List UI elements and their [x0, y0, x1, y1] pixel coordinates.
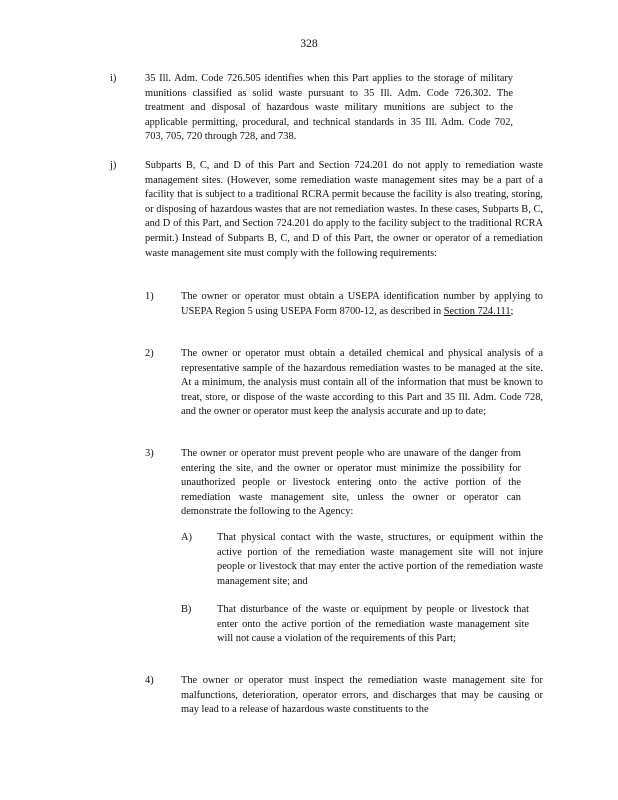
subsubitem-text-b: That disturbance of the waste or equipment by people or livestock that enter onto the active portion of the remediation waste management site will not cause a violation of the requirements of this Part;: [217, 604, 529, 645]
subitem-text-1: [181, 290, 543, 319]
subitem-text-4: The owner or operator must inspect the remediation waste management site for malfunctions, deterioration, operator errors, and discharges that may be causing or may lead to a release of hazardous waste constituents to the: [181, 675, 543, 716]
page-number: 328: [300, 38, 318, 50]
subsubitem-marker-a: A): [181, 532, 192, 543]
item-marker-j: j): [110, 160, 117, 171]
subitem-text-2: The owner or operator must obtain a detailed chemical and physical analysis of a representative sample of the hazardous remediation wastes to be managed at the site. At a minimum, the analysis must contain all of the information that must be known to treat, store, or dispose of the waste according to this Part and 35 Ill. Adm. Code 728, and the owner or operator must keep the analysis accurate and up to date;: [181, 348, 543, 418]
subsubitem-marker-b: B): [181, 604, 192, 615]
subitem-1-text-end: ;: [510, 305, 514, 317]
subitem-marker-4: 4): [145, 675, 154, 686]
subitem-marker-3: 3): [145, 448, 154, 459]
item-text-i: 35 Ill. Adm. Code 726.505 identifies when this Part applies to the storage of military munitions classified as solid waste pursuant to 35 Ill. Adm. Code 726.302. The treatment and disposal of hazardous waste military munitions are subject to the applicable permitting, procedural, and technical standards in 35 Ill. Adm. Code 702, 703, 705, 720 through 728, and 738.: [145, 73, 513, 143]
item-marker-i: i): [110, 73, 117, 84]
item-text-j: Subparts B, C, and D of this Part and Section 724.201 do not apply to remediation waste management sites. (However, some remediation waste management sites may be a part of a facility that is subject to a traditional RCRA permit because the facility is also treating, storing, or disposing of hazardous wastes that are not remediation wastes. In these cases, Subparts B, C, and D of this Part, and Section 724.201 do apply to the facility subject to the traditional RCRA permit.) Instead of Subparts B, C, and D of this Part, the owner or operator of a remediation waste management site must comply with the following requirements:: [145, 160, 543, 259]
subitem-marker-2: 2): [145, 348, 154, 359]
subitem-1-text-main: The owner or operator must obtain a USEPA identification number by applying to USEPA Region 5 using USEPA Form 8700-12, as described in: [181, 291, 543, 317]
subitem-text-3: The owner or operator must prevent people who are unaware of the danger from entering the site, and the owner or operator must minimize the possibility for unauthorized people or livestock entering onto the active portion of the remediation waste management site, unless the owner or operator can demonstrate the following to the Agency:: [181, 448, 521, 518]
subsubitem-text-a: That physical contact with the waste, structures, or equipment within the active portion of the remediation waste management site will not injure people or livestock that may enter the active portion of the remediation waste management site; and: [217, 532, 543, 587]
subitem-marker-1: 1): [145, 291, 154, 302]
section-724-111-reference: Section 724.111: [443, 305, 511, 317]
